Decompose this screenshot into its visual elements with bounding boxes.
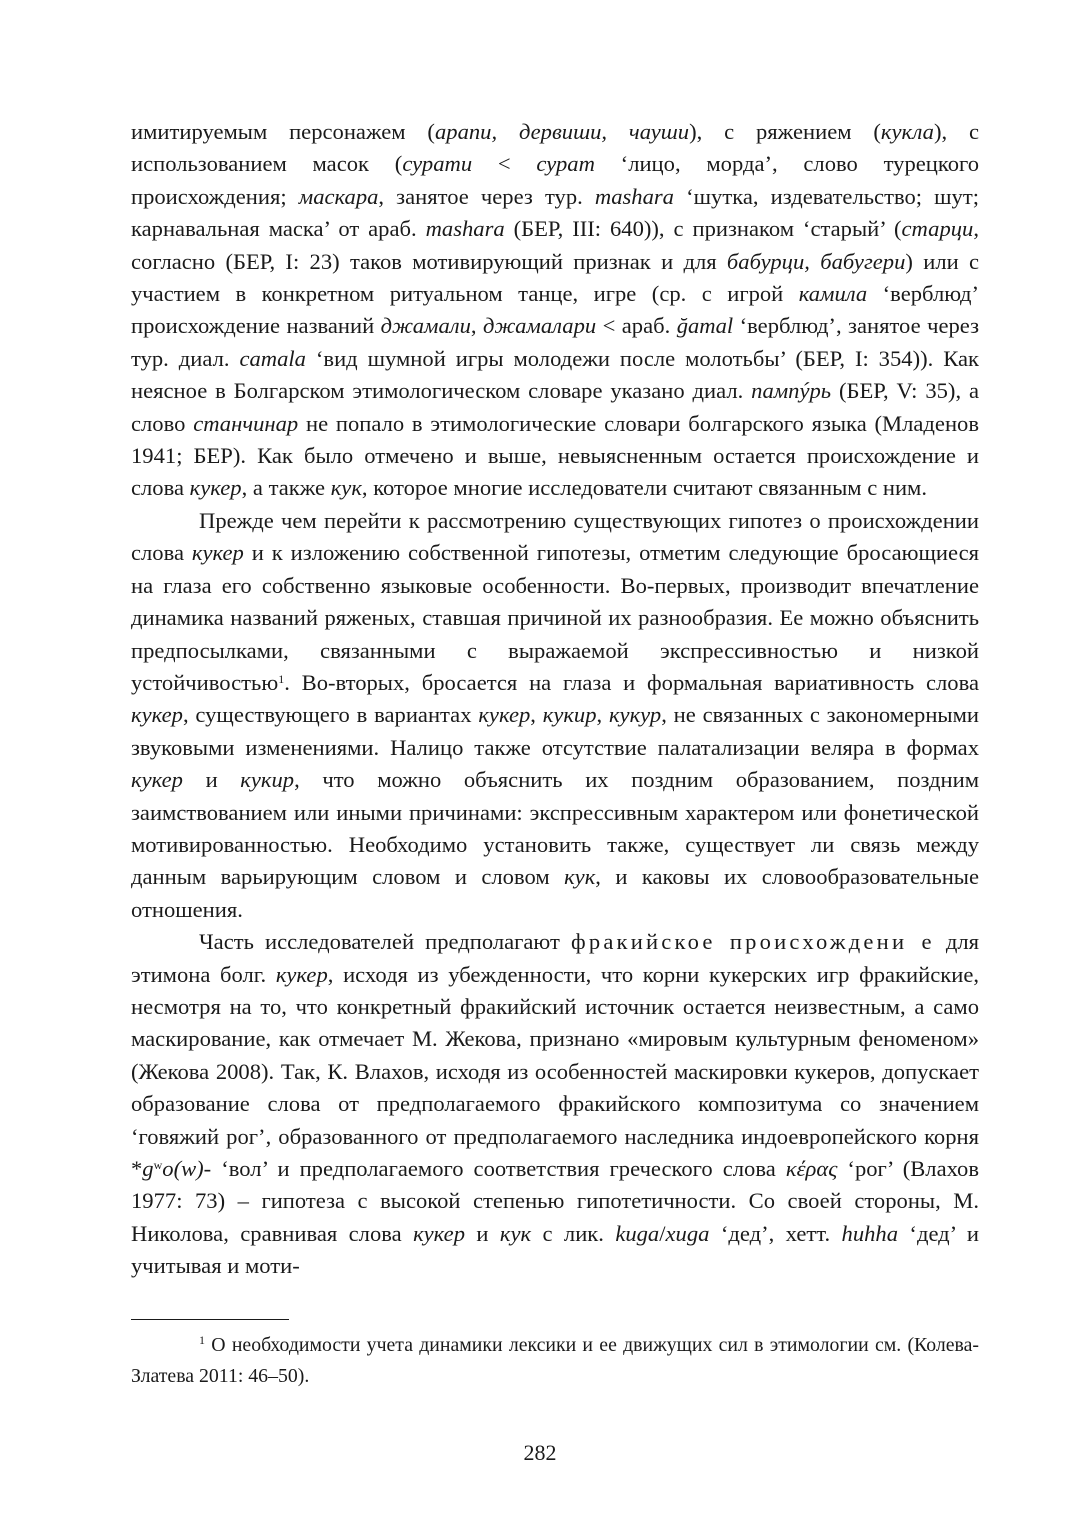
footnote-separator <box>131 1319 289 1320</box>
italic-term: κέρας <box>785 1156 838 1181</box>
text-run: ) или с участием в конкретном ритуальном танце, игре (ср. с игрой <box>131 248 980 307</box>
italic-term: кук <box>564 864 596 890</box>
text-run: имитируемым персонажем ( <box>131 119 435 144</box>
text-run: (БЕР, V: 35), а слово <box>131 378 979 436</box>
paragraph-1 <box>131 116 979 505</box>
italic-term: кукур <box>608 702 662 728</box>
text-run: < араб. <box>596 313 677 339</box>
text-run: Часть исследователей предполагают <box>199 929 571 955</box>
italic-term: кукер <box>191 540 244 566</box>
italic-term: станчинар <box>193 410 299 436</box>
italic-term: ğamal <box>676 313 734 339</box>
italic-term: старци <box>901 216 974 242</box>
text-run: ‘лицо, морда’, слово турецкого происхождения; <box>131 151 979 209</box>
italic-term: o(w)- <box>162 1156 212 1181</box>
italic-term: huhha <box>841 1220 899 1246</box>
text-run: , и каковы их словообразовательные отношения. <box>131 864 980 922</box>
footnote-text-line <box>131 1330 979 1391</box>
text-run: ‘рог’ (Влахов 1977: 73) – гипотеза с высокой степенью гипотетичности. Со своей стороны, М. Николова, сравнивая слова <box>131 1156 979 1246</box>
body-text <box>131 116 979 1283</box>
italic-term: кукла <box>880 119 934 144</box>
text-run: ‘верблюд’, занятое через тур. диал. <box>131 313 979 371</box>
italic-term: g <box>142 1156 154 1181</box>
text-run: ), с ряжением ( <box>689 119 881 144</box>
italic-term: mashara <box>425 216 505 242</box>
text-run: ‘вид шумной игры молодежи после молотьбы’ (БЕР, I: 354)). Как неясное в Болгарском этимологическом словаре указано диал. <box>131 345 979 404</box>
text-run: ‘шутка, издевательство; шут; карнавальная маска’ от араб. <box>131 183 979 242</box>
italic-term: маскара <box>298 183 379 209</box>
text-run: (БЕР, III: 640)), с признаком ‘старый’ ( <box>504 216 902 242</box>
italic-term: кук <box>499 1220 532 1246</box>
text-run: с лик. <box>531 1220 616 1246</box>
italic-term: кукир <box>542 702 597 728</box>
italic-term: камила <box>798 281 868 307</box>
text-run: ), с использованием масок ( <box>131 119 979 177</box>
italic-term: кукер <box>131 767 183 793</box>
text-run: и <box>182 767 241 793</box>
paragraph-2 <box>131 505 979 926</box>
footnote-marker: 1 <box>199 1333 205 1347</box>
text-run: и <box>465 1220 500 1246</box>
text-run: , <box>470 313 483 339</box>
text-run: Прежде чем перейти к рассмотрению существующих гипотез о происхождении слова <box>131 507 979 566</box>
italic-term: джамали <box>380 313 471 339</box>
italic-term: сурати <box>402 151 473 177</box>
text-run: , существующего в вариантах <box>182 702 479 728</box>
text-run: , что можно объяснить их поздним образованием, поздним заимствованием или иными причинами: экспрессивным характером или фонетической мотивированностью. Необходимо установить также, существует ли связь между данным варьирующим словом и словом <box>131 767 979 890</box>
italic-term: кукер <box>189 475 242 501</box>
italic-term: кукер <box>275 961 328 987</box>
text-run: ‘дед’, хетт. <box>709 1220 842 1246</box>
text-run: не попало в этимологические словари болгарского языка (Младенов 1941; БЕР). Как было отмечено и выше, невыясненным остается происхождение и слова <box>131 410 979 501</box>
italic-term: кукир <box>240 767 295 793</box>
italic-term: арапи, дервиши, чауши <box>434 119 690 144</box>
italic-term: сурат <box>536 151 595 177</box>
italic-term: kuga <box>615 1220 660 1246</box>
footnote-body: О необходимости учета динамики лексики и ее движущих сил в этимологии см. (Колева-Златева 2011: 46–50). <box>131 1334 979 1387</box>
document-page <box>131 116 979 1283</box>
text-run: , которое многие исследователи считают связанным с ним. <box>361 475 927 501</box>
text-run: < <box>472 151 537 177</box>
italic-term: кук <box>330 475 362 501</box>
superscript: w <box>153 1158 163 1172</box>
italic-term: xuga <box>665 1220 710 1246</box>
text-run: , исходя из убежденности, что корни кукерских игр фракийские, несмотря на то, что конкретный фракийский источник остается неизвестным, а само маскирование, как отмечает М. Жекова, признано «мировым культурным феноменом» (Жекова 2008). Так, К. Влахов, исходя из особенностей маскировки кукеров, допускает образование слова от предполагаемого фракийского композитума со значением ‘говяжий рог’, образованного от предполагаемого наследника индоевропейского корня * <box>131 961 979 1181</box>
italic-term: пампýрь <box>751 378 832 404</box>
text-run: , <box>530 702 543 728</box>
text-run: , <box>596 702 609 728</box>
page-number: 282 <box>523 1440 557 1465</box>
paragraph-3 <box>131 926 979 1282</box>
text-run: . Во-вторых, бросается на глаза и формальная вариативность слова <box>284 669 979 695</box>
text-run: , не связанных с закономерными звуковыми изменениями. Налицо также отсутствие палатализации веляра в формах <box>131 702 979 760</box>
text-run: , а также <box>241 475 331 501</box>
italic-term: camala <box>239 345 306 371</box>
text-run: ‘верблюд’ происхождение названий <box>131 281 979 339</box>
italic-term: mashara <box>594 183 674 209</box>
text-run: / <box>659 1220 666 1246</box>
spaced-emphasis: фракийское происхождени е <box>570 929 935 955</box>
italic-term: джамалари <box>482 313 597 339</box>
superscript: 1 <box>278 671 285 686</box>
italic-term: кукер <box>131 702 183 728</box>
footnote <box>131 1330 979 1391</box>
italic-term: кукер <box>413 1220 465 1246</box>
text-run: и к изложению собственной гипотезы, отметим следующие бросающиеся на глаза его собственно языковые особенности. Во-первых, производит впечатление динамика названий ряженых, ставшая причиной их разнообразия. Ее можно объяснить предпосылками, связанными с выражаемой экспрессивностью и низкой устойчивостью <box>131 540 979 695</box>
italic-term: кукер <box>478 702 531 728</box>
italic-term: бабурци, бабугери <box>726 248 906 274</box>
text-run: ‘дед’ и учитывая и моти- <box>131 1220 980 1279</box>
text-run: ‘вол’ и предполагаемого соответствия греческого слова <box>211 1156 786 1181</box>
text-run: , согласно (БЕР, I: 23) таков мотивирующий признак и для <box>131 216 979 274</box>
text-run: для этимона болг. <box>131 929 979 987</box>
text-run: , занятое через тур. <box>378 183 595 209</box>
